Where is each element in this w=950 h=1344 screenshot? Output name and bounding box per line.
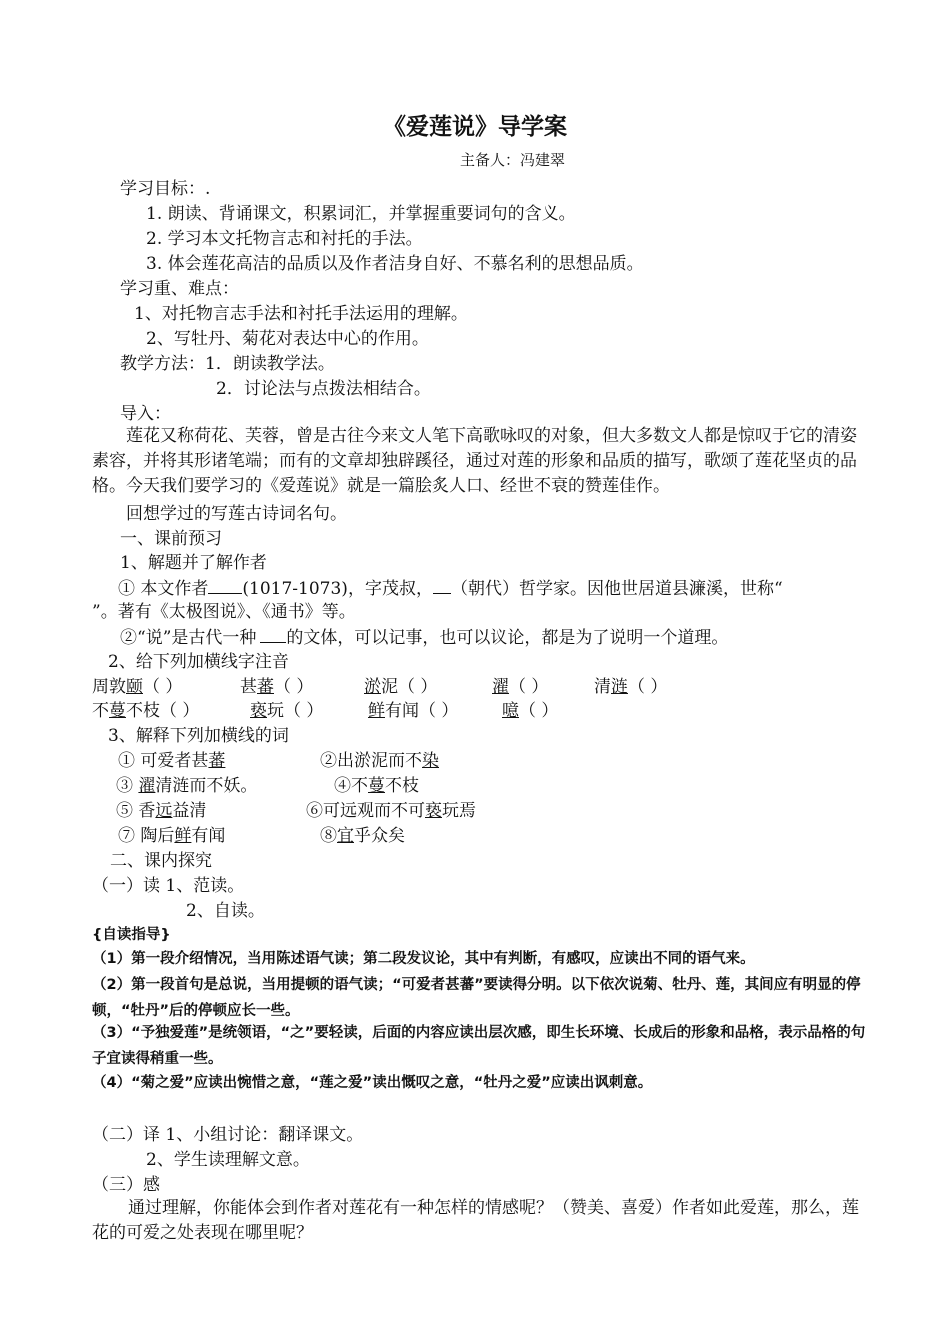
explain-pre: ① 可爱者甚 xyxy=(118,751,209,771)
explain-pre: ⑧ xyxy=(320,826,337,846)
pinyin-target: 鲜 xyxy=(368,701,385,721)
pinyin-item xyxy=(492,676,548,698)
pinyin-pre: 不 xyxy=(92,701,109,721)
explain-target: 蕃 xyxy=(208,751,226,771)
pinyin-item xyxy=(368,700,458,722)
explain-item xyxy=(320,825,405,847)
explain-post: 清涟而不妖。 xyxy=(155,776,258,796)
pinyin-target: 颐 xyxy=(126,677,143,697)
explore-heading: 二、课内探究 xyxy=(110,851,212,871)
genre-question-text: ②“说”是古代一种 xyxy=(120,628,257,648)
pinyin-pre: 清 xyxy=(594,677,611,697)
read-step: （一）读 1、范读。 xyxy=(92,876,245,896)
author-question-text: （朝代）哲学家。因他世居道县濂溪，世称“ xyxy=(450,579,783,599)
objectives-heading: 学习目标：. xyxy=(120,179,211,199)
explain-item xyxy=(320,750,439,772)
pinyin-post: （ ） xyxy=(509,677,549,697)
preview-question-2: 2、给下列加横线字注音 xyxy=(108,652,289,672)
pinyin-item xyxy=(92,676,182,698)
keypoint-item: 2、写牡丹、菊花对表达中心的作用。 xyxy=(146,329,429,349)
explain-target: 鲜 xyxy=(174,826,192,846)
pinyin-item xyxy=(250,700,323,722)
explain-item xyxy=(116,775,257,797)
pinyin-post: 有闻（ ） xyxy=(385,701,459,721)
pinyin-target: 淤 xyxy=(364,677,381,697)
explain-pre: ⑦ 陶后 xyxy=(118,826,175,846)
explain-pre: ④不 xyxy=(334,776,368,796)
explain-item xyxy=(118,825,225,847)
preview-heading: 一、课前预习 xyxy=(120,529,222,549)
author-question-text: (1017-1073)，字茂叔， xyxy=(242,579,433,599)
guide-item: （2）第一段首句是总说，当用提顿的语气读；“可爱者甚蕃”要读得分明。以下依次说菊、牡丹、莲，其间应有明显的停顿，“牡丹”后的停顿应长一些。 xyxy=(92,977,861,1019)
genre-question-text: 的文体，可以记事，也可以议论，都是为了说明一个道理。 xyxy=(286,628,729,648)
preview-question-1: 1、解题并了解作者 xyxy=(120,553,267,573)
explain-target: 宜 xyxy=(337,826,354,846)
explain-post: 玩焉 xyxy=(442,801,476,821)
guide-heading: {自读指导} xyxy=(92,927,171,943)
explain-target: 濯 xyxy=(138,776,156,796)
intro-paragraph: 莲花又称荷花、芙蓉，曾是古往今来文人笔下高歌咏叹的对象，但大多数文人都是惊叹于它的清姿素容，并将其形诸笔端；而有的文章却独辟蹊径，通过对莲的形象和品质的描写，歌颂了莲花坚贞的品格。今天我们要学习的《爱莲说》就是一篇脍炙人口、经世不衰的赞莲佳作。 xyxy=(92,426,857,496)
pinyin-item xyxy=(92,700,199,722)
pinyin-post: （ ） xyxy=(274,677,314,697)
objective-item: 3. 体会莲花高洁的品质以及作者洁身自好、不慕名利的思想品质。 xyxy=(146,254,644,274)
guide-item: （1）第一段介绍情况，当用陈述语气读；第二段发议论，其中有判断，有感叹，应读出不同的语气来。 xyxy=(92,951,755,967)
intro-recall: 回想学过的写莲古诗词名句。 xyxy=(126,504,347,524)
feel-paragraph: 通过理解，你能体会到作者对莲花有一种怎样的情感呢？（赞美、喜爱）作者如此爱莲，那么，莲花的可爱之处表现在哪里呢？ xyxy=(92,1198,859,1243)
author-question-cont: ”。著有《太极图说》、《通书》等。 xyxy=(92,602,356,622)
guide-item: （3）“予独爱莲”是统领语，“之”要轻读，后面的内容应读出层次感，即生长环境、长成后的形象和品格，表示品格的句子宜读得稍重一些。 xyxy=(92,1025,866,1067)
explain-target: 染 xyxy=(422,751,439,771)
genre-question xyxy=(120,626,728,649)
explain-post: 乎众矣 xyxy=(354,826,405,846)
explain-pre: ⑥可远观而不可 xyxy=(306,801,425,821)
intro-heading: 导入： xyxy=(120,404,171,424)
explain-item xyxy=(334,775,419,797)
explain-item xyxy=(116,800,206,822)
blank-dynasty[interactable] xyxy=(433,577,451,594)
pinyin-target: 蔓 xyxy=(109,701,126,721)
document-title: 《爱莲说》导学案 xyxy=(383,113,567,140)
blank-author-name[interactable] xyxy=(208,577,242,594)
pinyin-target: 噫 xyxy=(502,701,519,721)
explain-post: 不枝 xyxy=(385,776,419,796)
pinyin-item xyxy=(502,700,558,722)
explain-target: 亵 xyxy=(425,801,442,821)
explain-target: 蔓 xyxy=(368,776,385,796)
objective-item: 2. 学习本文托物言志和衬托的手法。 xyxy=(146,229,423,249)
pinyin-target: 濯 xyxy=(492,677,509,697)
pinyin-target: 蕃 xyxy=(257,677,274,697)
pinyin-pre: 周敦 xyxy=(92,677,126,697)
keypoints-heading: 学习重、难点： xyxy=(120,279,239,299)
read-step: 2、自读。 xyxy=(186,901,265,921)
explain-pre: ⑤ 香 xyxy=(116,801,156,821)
pinyin-item xyxy=(240,676,313,698)
pinyin-target: 涟 xyxy=(611,677,628,697)
pinyin-post: （ ） xyxy=(519,701,559,721)
author-question xyxy=(118,577,783,600)
methods-line: 2．讨论法与点拨法相结合。 xyxy=(216,379,431,399)
explain-pre: ③ xyxy=(116,776,139,796)
preview-question-3: 3、解释下列加横线的词 xyxy=(108,726,289,746)
explain-post: 益清 xyxy=(172,801,207,821)
pinyin-pre: 甚 xyxy=(240,677,257,697)
feel-heading: （三）感 xyxy=(92,1175,160,1195)
translate-step: 2、学生读理解文意。 xyxy=(146,1150,310,1170)
keypoint-item: 1、对托物言志手法和衬托手法运用的理解。 xyxy=(134,304,468,324)
explain-target: 远 xyxy=(155,801,173,821)
explain-pre: ②出淤泥而不 xyxy=(320,751,422,771)
pinyin-post: 泥（ ） xyxy=(381,677,438,697)
pinyin-post: 玩（ ） xyxy=(267,701,324,721)
pinyin-post: （ ） xyxy=(628,677,668,697)
author-line: 主备人：冯建翠 xyxy=(460,151,566,169)
explain-item xyxy=(306,800,476,822)
methods-line: 教学方法：1．朗读教学法。 xyxy=(120,354,335,374)
explain-post: 有闻 xyxy=(191,826,226,846)
explain-item xyxy=(118,750,225,772)
pinyin-target: 亵 xyxy=(250,701,267,721)
objective-item: 1. 朗读、背诵课文，积累词汇，并掌握重要词句的含义。 xyxy=(146,204,576,224)
translate-step: （二）译 1、小组讨论：翻译课文。 xyxy=(92,1125,364,1145)
pinyin-post: 不枝（ ） xyxy=(126,701,200,721)
blank-genre[interactable] xyxy=(260,626,286,643)
author-question-text: ① 本文作者 xyxy=(118,579,209,599)
guide-item: （4）“菊之爱”应读出惋惜之意，“莲之爱”读出慨叹之意，“牡丹之爱”应读出讽刺意。 xyxy=(92,1075,653,1091)
pinyin-post: （ ） xyxy=(143,677,183,697)
pinyin-item xyxy=(594,676,667,698)
pinyin-item xyxy=(364,676,437,698)
